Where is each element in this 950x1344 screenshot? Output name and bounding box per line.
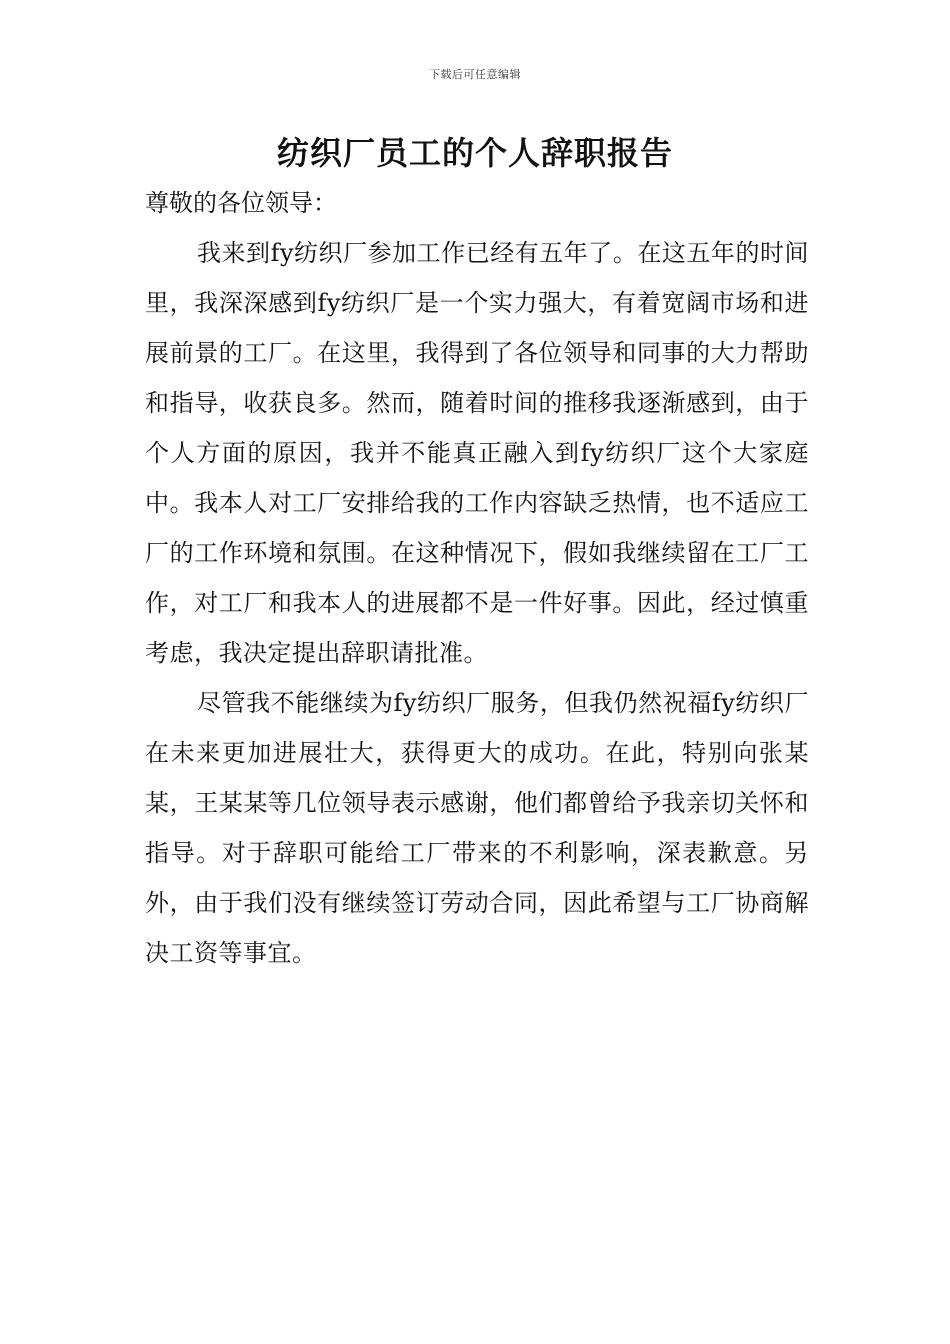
document-body xyxy=(145,178,809,978)
header-note: 下载后可任意编辑 xyxy=(429,68,521,81)
salutation: 尊敬的各位领导： xyxy=(145,189,337,217)
body-paragraph-1: 我来到fy纺织厂参加工作已经有五年了。在这五年的时间里，我深深感到fy纺织厂是一个实力强大，有着宽阔市场和进展前景的工厂。在这里，我得到了各位领导和同事的大力帮助和指导，收获良多。然而，随着时间的推移我逐渐感到，由于个人方面的原因，我并不能真正融入到fy纺织厂这个大家庭中。我本人对工厂安排给我的工作内容缺乏热情，也不适应工厂的工作环境和氛围。在这种情况下，假如我继续留在工厂工作，对工厂和我本人的进展都不是一件好事。因此，经过慎重考虑，我决定提出辞职请批准。 xyxy=(145,239,809,667)
body-paragraph-2: 尽管我不能继续为fy纺织厂服务，但我仍然祝福fy纺织厂在未来更加进展壮大，获得更大的成功。在此，特别向张某某，王某某等几位领导表示感谢，他们都曾给予我亲切关怀和指导。对于辞职可能给工厂带来的不利影响，深表歉意。另外，由于我们没有继续签订劳动合同，因此希望与工厂协商解决工资等事宜。 xyxy=(145,689,809,967)
document-title: 纺织厂员工的个人辞职报告 xyxy=(276,134,673,172)
